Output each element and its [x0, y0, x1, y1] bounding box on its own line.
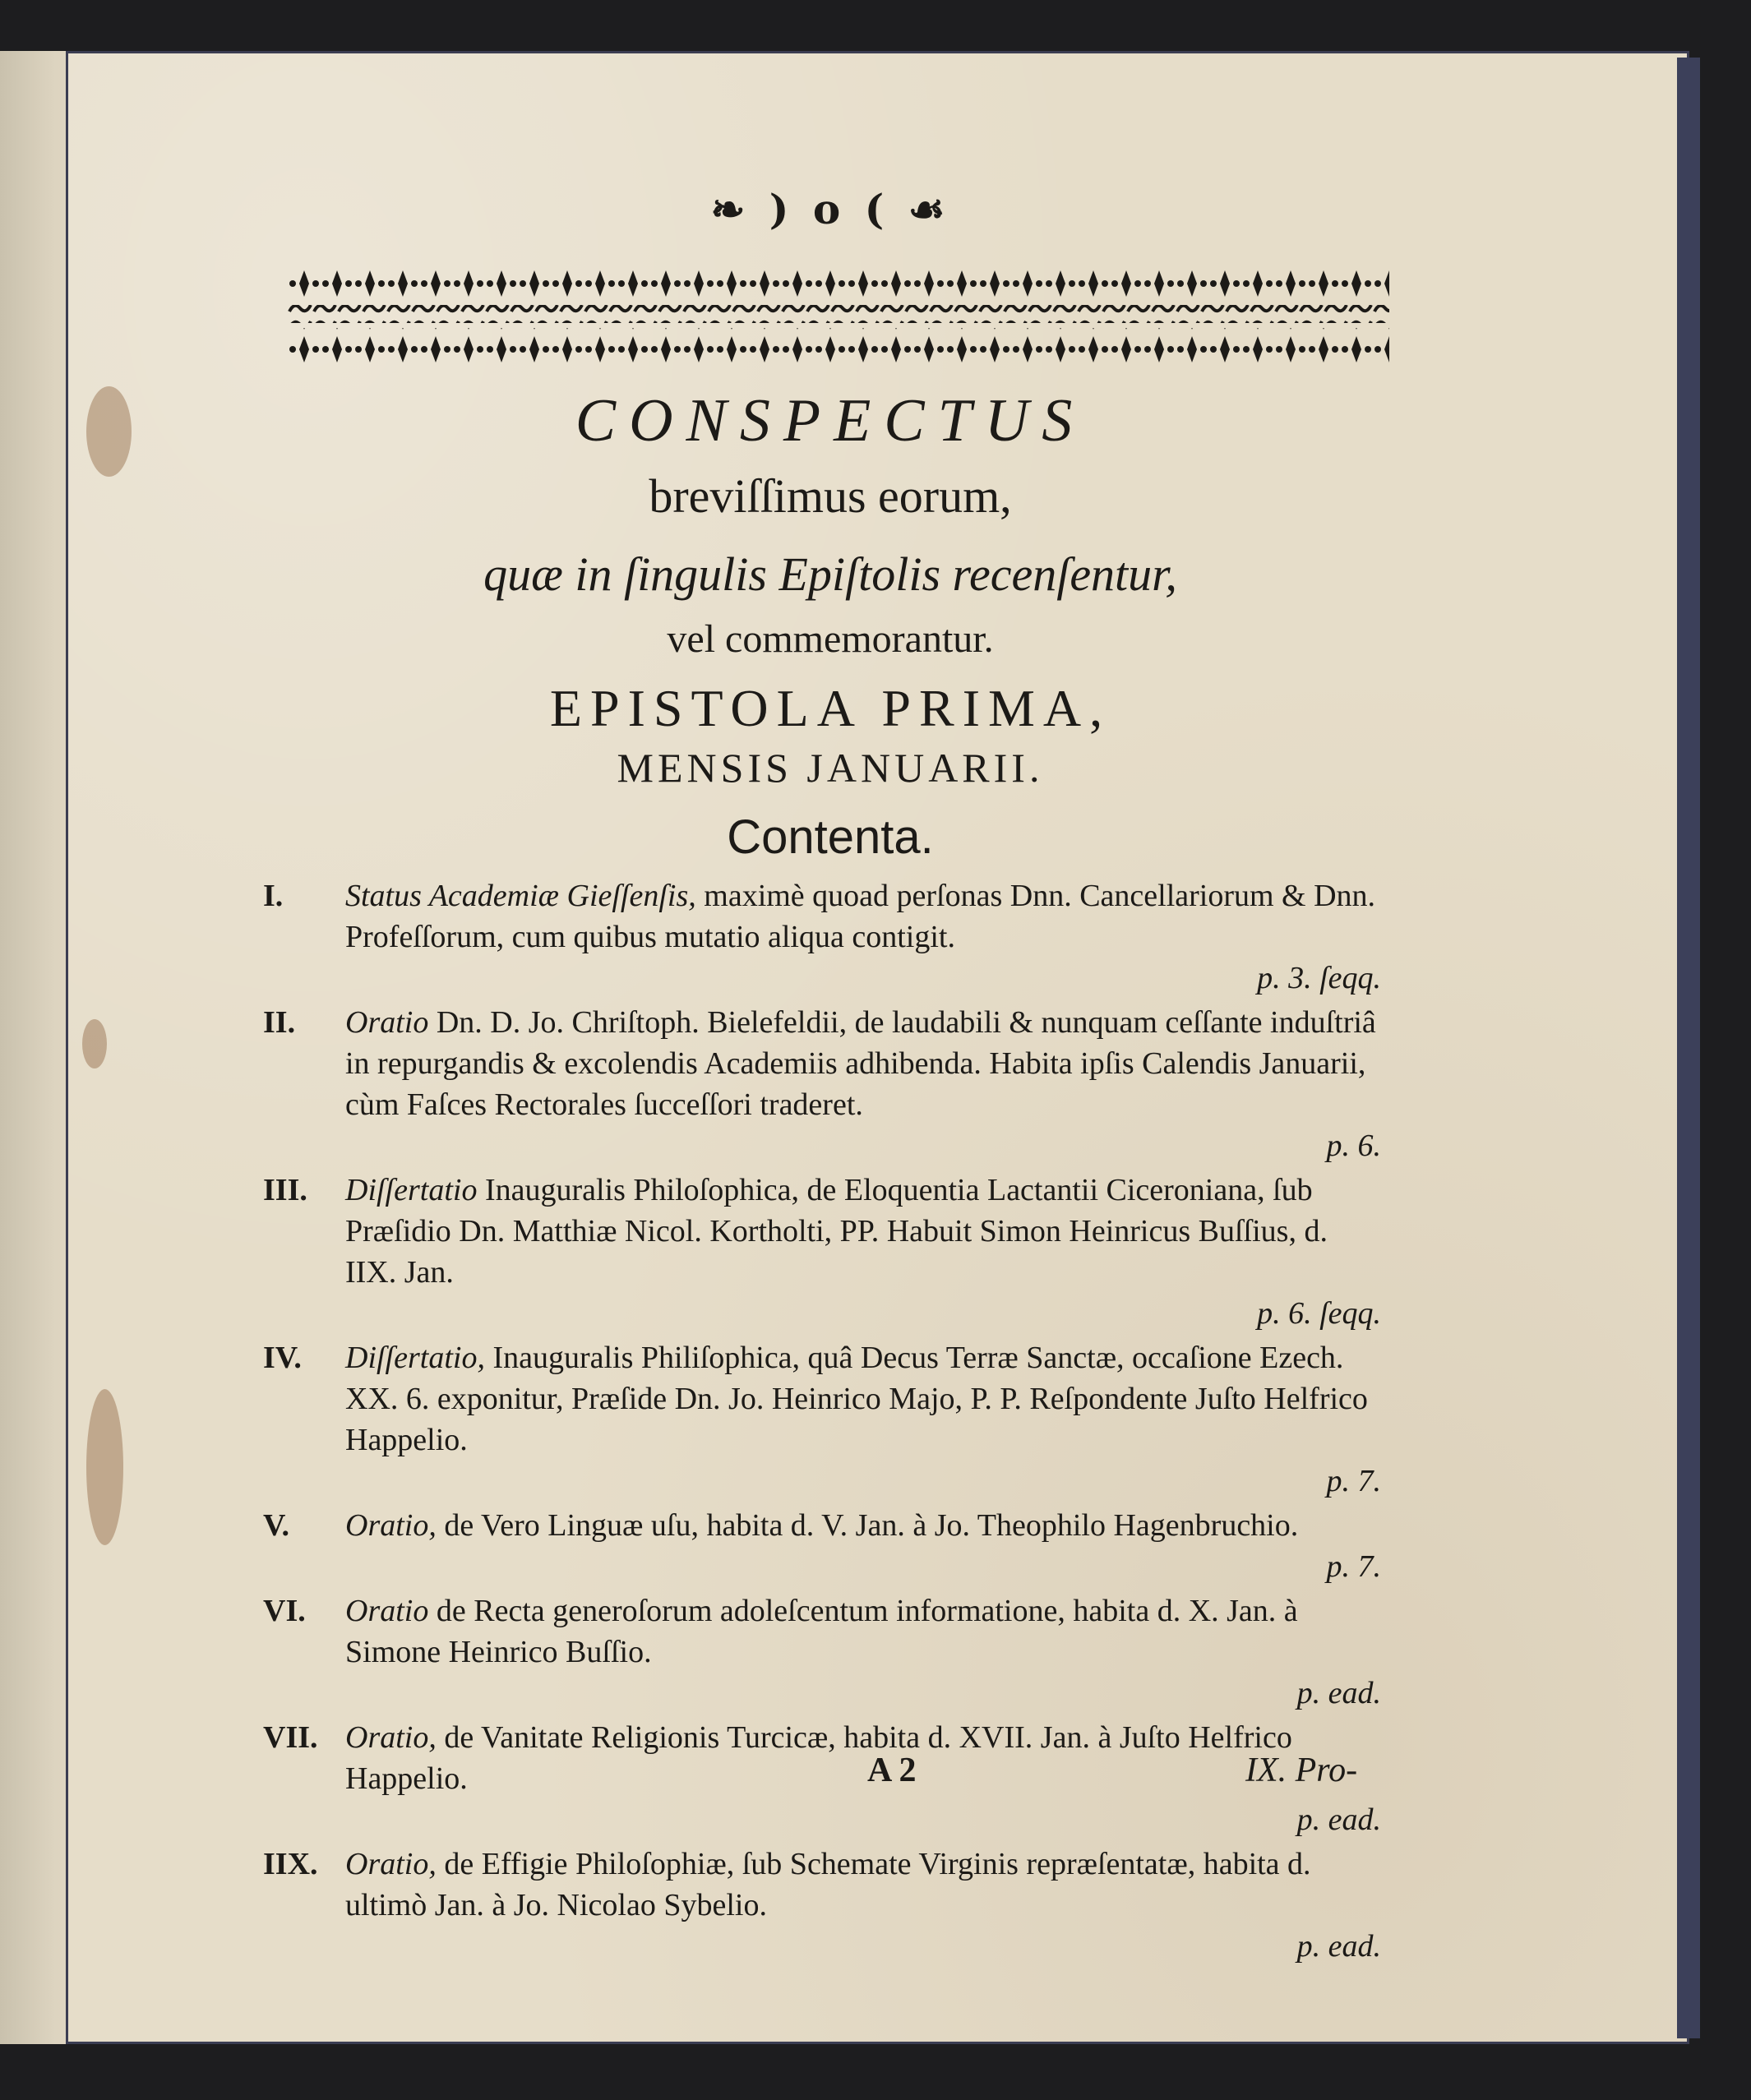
list-item [263, 1717, 1381, 1840]
entry-number: VII. [263, 1720, 318, 1755]
entry-lead: Diſſertatio [345, 1173, 478, 1207]
stain [86, 386, 132, 477]
entry-text: Inauguralis Philoſophica, de Eloquentia Lactantii Ciceroniana, ſub Præſidio Dn. Matthiæ Nicol. Kortholti, PP. Habuit Simon Heinricus Buſſius, d. IIX. Jan. [345, 1173, 1328, 1290]
ornament-icon [288, 267, 1389, 366]
entry-lead: Status Academiæ Gieſſenſis, [345, 879, 696, 913]
entry-number: VI. [263, 1594, 306, 1628]
entry-text: de Vanitate Religionis Turcicæ, habita d. XVII. Jan. à Juſto Helfrico Happelio. [345, 1720, 1292, 1796]
entry-lead: Diſſertatio, [345, 1341, 485, 1375]
entry-lead: Oratio, [345, 1847, 437, 1881]
entry-page: p. ead. [1296, 1929, 1381, 1964]
entry-number: V. [263, 1508, 290, 1543]
list-item [263, 1170, 1381, 1334]
title: CONSPECTUS [575, 387, 1086, 455]
entry-text: Inauguralis Philiſophica, quâ Decus Terræ Sanctæ, occaſione Ezech. XX. 6. exponitur, Præſide Dn. Jo. Heinrico Majo, P. P. Reſpondente Juſto Helfrico Happelio. [345, 1341, 1368, 1457]
entry-text: de Vero Linguæ uſu, habita d. V. Jan. à Jo. Theophilo Hagenbruchio. [436, 1508, 1299, 1543]
list-item [263, 875, 1381, 999]
entry-lead: Oratio, [345, 1720, 437, 1755]
list-item [263, 1844, 1381, 1967]
entry-page: p. 7. [1326, 1464, 1381, 1498]
entry-number: III. [263, 1173, 307, 1207]
catchword: IX. Pro- [1245, 1752, 1358, 1789]
entry-number: IIX. [263, 1847, 318, 1881]
ornament-band [288, 267, 1389, 369]
entry-number: II. [263, 1005, 296, 1040]
entry-text: de Effigie Philoſophiæ, ſub Schemate Virginis repræſentatæ, habita d. ultimò Jan. à Jo. Nicolao Sybelio. [345, 1847, 1311, 1922]
entry-lead: Oratio, [345, 1508, 437, 1543]
signature-mark: A 2 [867, 1752, 917, 1789]
entries-list [263, 875, 1381, 1970]
stain [86, 1389, 123, 1545]
entry-page: p. ead. [1296, 1676, 1381, 1710]
entry-lead: Oratio [345, 1005, 429, 1040]
entry-page: p. 6. [1326, 1128, 1381, 1163]
epistola-heading: EPISTOLA PRIMA, [549, 679, 1111, 737]
list-item [263, 1505, 1381, 1587]
entry-text: de Recta generoſorum adoleſcentum informatione, habita d. X. Jan. à Simone Heinrico Buſſio. [345, 1594, 1298, 1669]
contenta-heading: Contenta. [727, 810, 934, 864]
mensis-heading: MENSIS JANUARII. [617, 745, 1044, 791]
subtitle-1: breviſſimus eorum, [649, 469, 1012, 523]
entry-lead: Oratio [345, 1594, 429, 1628]
list-item [263, 1590, 1381, 1714]
subtitle-2: quæ in ſingulis Epiſtolis recenſentur, [483, 547, 1177, 601]
stain [82, 1019, 107, 1068]
header-mark: ❧ ) o ( ☙ [710, 185, 950, 233]
entry-number: I. [263, 879, 284, 913]
entry-page: p. 3. ſeqq. [1257, 961, 1381, 995]
entry-text: maximè quoad perſonas Dnn. Cancellariorum & Dnn. Profeſſorum, cum quibus mutatio aliqua contigit. [345, 879, 1376, 954]
entry-page: p. 7. [1326, 1549, 1381, 1584]
list-item [263, 1002, 1381, 1166]
entry-number: IV. [263, 1341, 302, 1375]
entry-page: p. 6. ſeqq. [1257, 1296, 1381, 1331]
page-edge [1677, 58, 1700, 2038]
subtitle-3: vel commemorantur. [667, 617, 994, 661]
entry-page: p. ead. [1296, 1802, 1381, 1837]
entry-text: Dn. D. Jo. Chriſtoph. Bielefeldii, de laudabili & nunquam ceſſante induſtriâ in repurgandis & excolendis Academiis adhibenda. Habita ipſis Calendis Januarii, cùm Faſces Rectorales ſucceſſori traderet. [345, 1005, 1376, 1122]
list-item [263, 1337, 1381, 1502]
